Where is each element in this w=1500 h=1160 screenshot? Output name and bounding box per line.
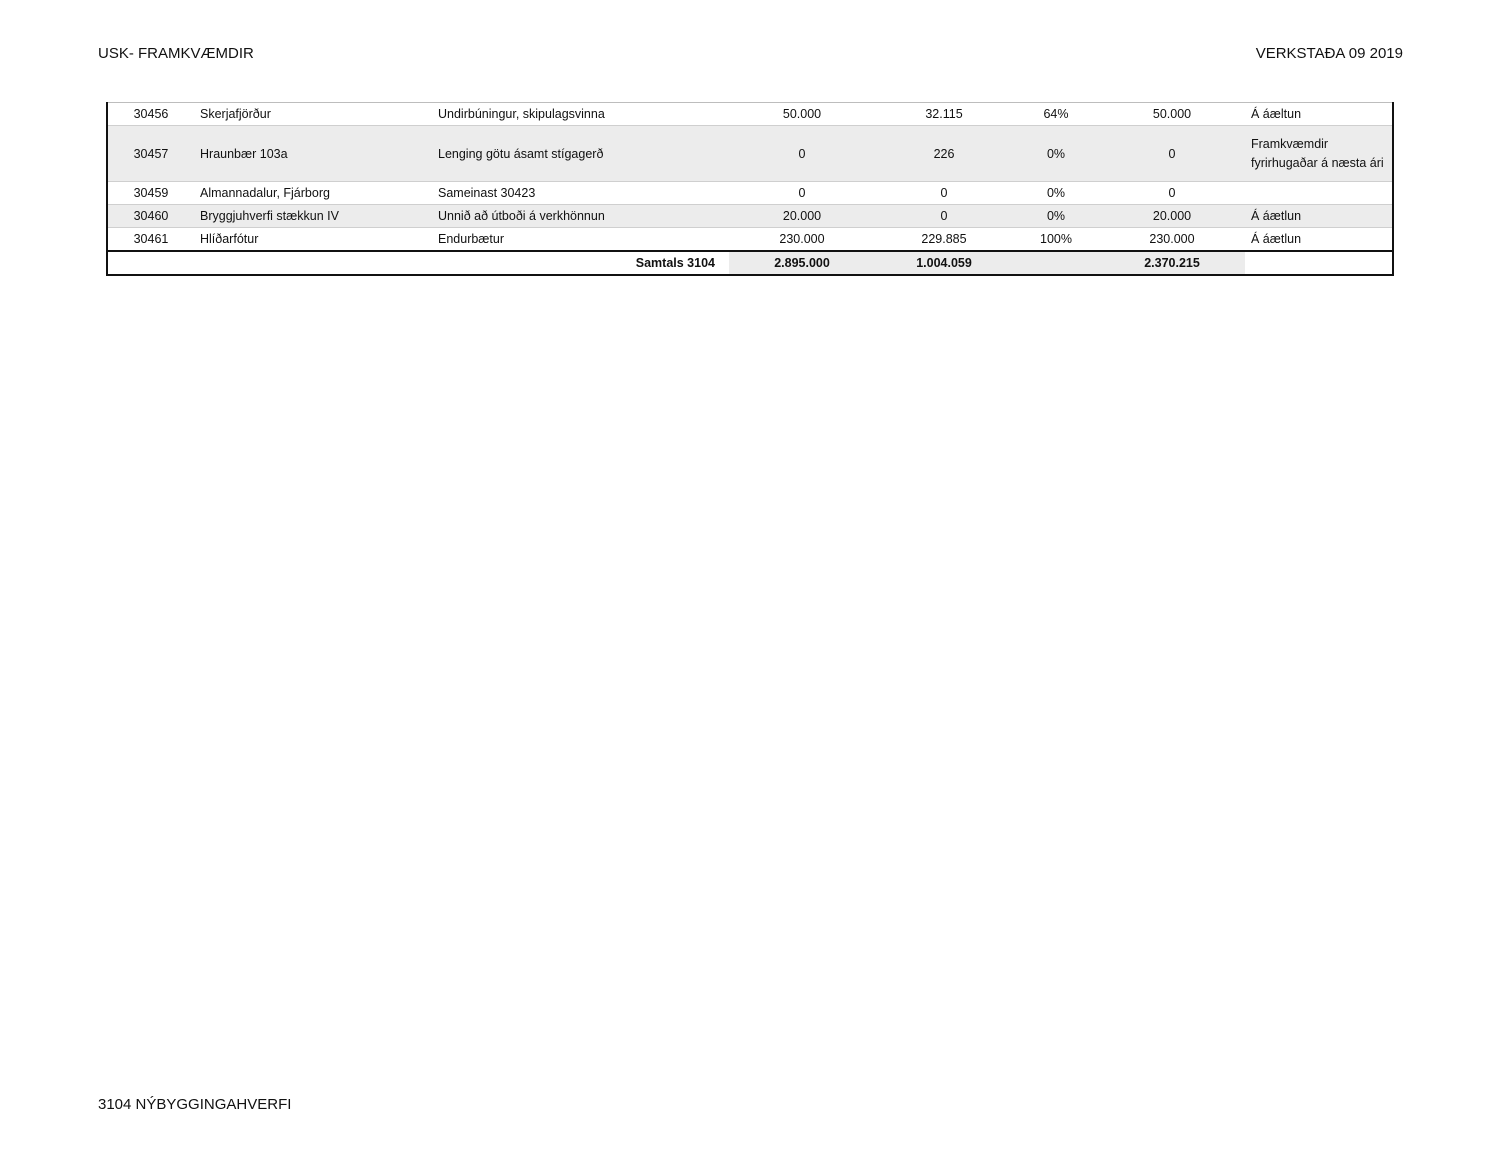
project-id: 30459 <box>107 182 194 205</box>
project-forecast: 50.000 <box>1099 103 1245 126</box>
table-row <box>107 205 1393 228</box>
project-forecast: 20.000 <box>1099 205 1245 228</box>
project-percent: 0% <box>1013 182 1099 205</box>
project-forecast: 0 <box>1099 182 1245 205</box>
project-description: Unnið að útboði á verkhönnun <box>432 205 729 228</box>
total-budget: 2.895.000 <box>729 251 875 275</box>
total-note-empty <box>1245 251 1393 275</box>
project-percent: 0% <box>1013 205 1099 228</box>
total-spent: 1.004.059 <box>875 251 1013 275</box>
project-percent: 100% <box>1013 228 1099 252</box>
projects-table <box>106 102 1394 276</box>
project-description: Lenging götu ásamt stígagerð <box>432 126 729 182</box>
project-forecast: 230.000 <box>1099 228 1245 252</box>
project-spent: 226 <box>875 126 1013 182</box>
project-budget: 0 <box>729 182 875 205</box>
project-name: Almannadalur, Fjárborg <box>194 182 432 205</box>
project-note: Framkvæmdir fyrirhugaðar á næsta ári <box>1245 126 1393 182</box>
project-budget: 20.000 <box>729 205 875 228</box>
project-note: Á áætlun <box>1245 205 1393 228</box>
project-description: Sameinast 30423 <box>432 182 729 205</box>
project-id: 30457 <box>107 126 194 182</box>
table-row <box>107 228 1393 252</box>
project-name: Bryggjuhverfi stækkun IV <box>194 205 432 228</box>
project-spent: 32.115 <box>875 103 1013 126</box>
total-label: Samtals 3104 <box>107 251 729 275</box>
project-name: Skerjafjörður <box>194 103 432 126</box>
project-name: Hraunbær 103a <box>194 126 432 182</box>
project-note: Á áætlun <box>1245 228 1393 252</box>
project-note: Á áæltun <box>1245 103 1393 126</box>
project-spent: 0 <box>875 182 1013 205</box>
project-budget: 50.000 <box>729 103 875 126</box>
project-percent: 0% <box>1013 126 1099 182</box>
project-forecast: 0 <box>1099 126 1245 182</box>
total-row <box>107 251 1393 275</box>
project-id: 30461 <box>107 228 194 252</box>
project-description: Endurbætur <box>432 228 729 252</box>
project-id: 30460 <box>107 205 194 228</box>
footer-section-title: 3104 NÝBYGGINGAHVERFI <box>98 1096 292 1113</box>
table-row <box>107 182 1393 205</box>
header-title: USK- FRAMKVÆMDIR <box>98 45 254 62</box>
total-percent-empty <box>1013 251 1099 275</box>
table-row <box>107 103 1393 126</box>
project-spent: 0 <box>875 205 1013 228</box>
project-budget: 0 <box>729 126 875 182</box>
project-budget: 230.000 <box>729 228 875 252</box>
project-description: Undirbúningur, skipulagsvinna <box>432 103 729 126</box>
table-row <box>107 126 1393 182</box>
project-spent: 229.885 <box>875 228 1013 252</box>
header-period: VERKSTAÐA 09 2019 <box>1255 45 1403 62</box>
project-note <box>1245 182 1393 205</box>
project-id: 30456 <box>107 103 194 126</box>
project-name: Hlíðarfótur <box>194 228 432 252</box>
total-forecast: 2.370.215 <box>1099 251 1245 275</box>
project-percent: 64% <box>1013 103 1099 126</box>
